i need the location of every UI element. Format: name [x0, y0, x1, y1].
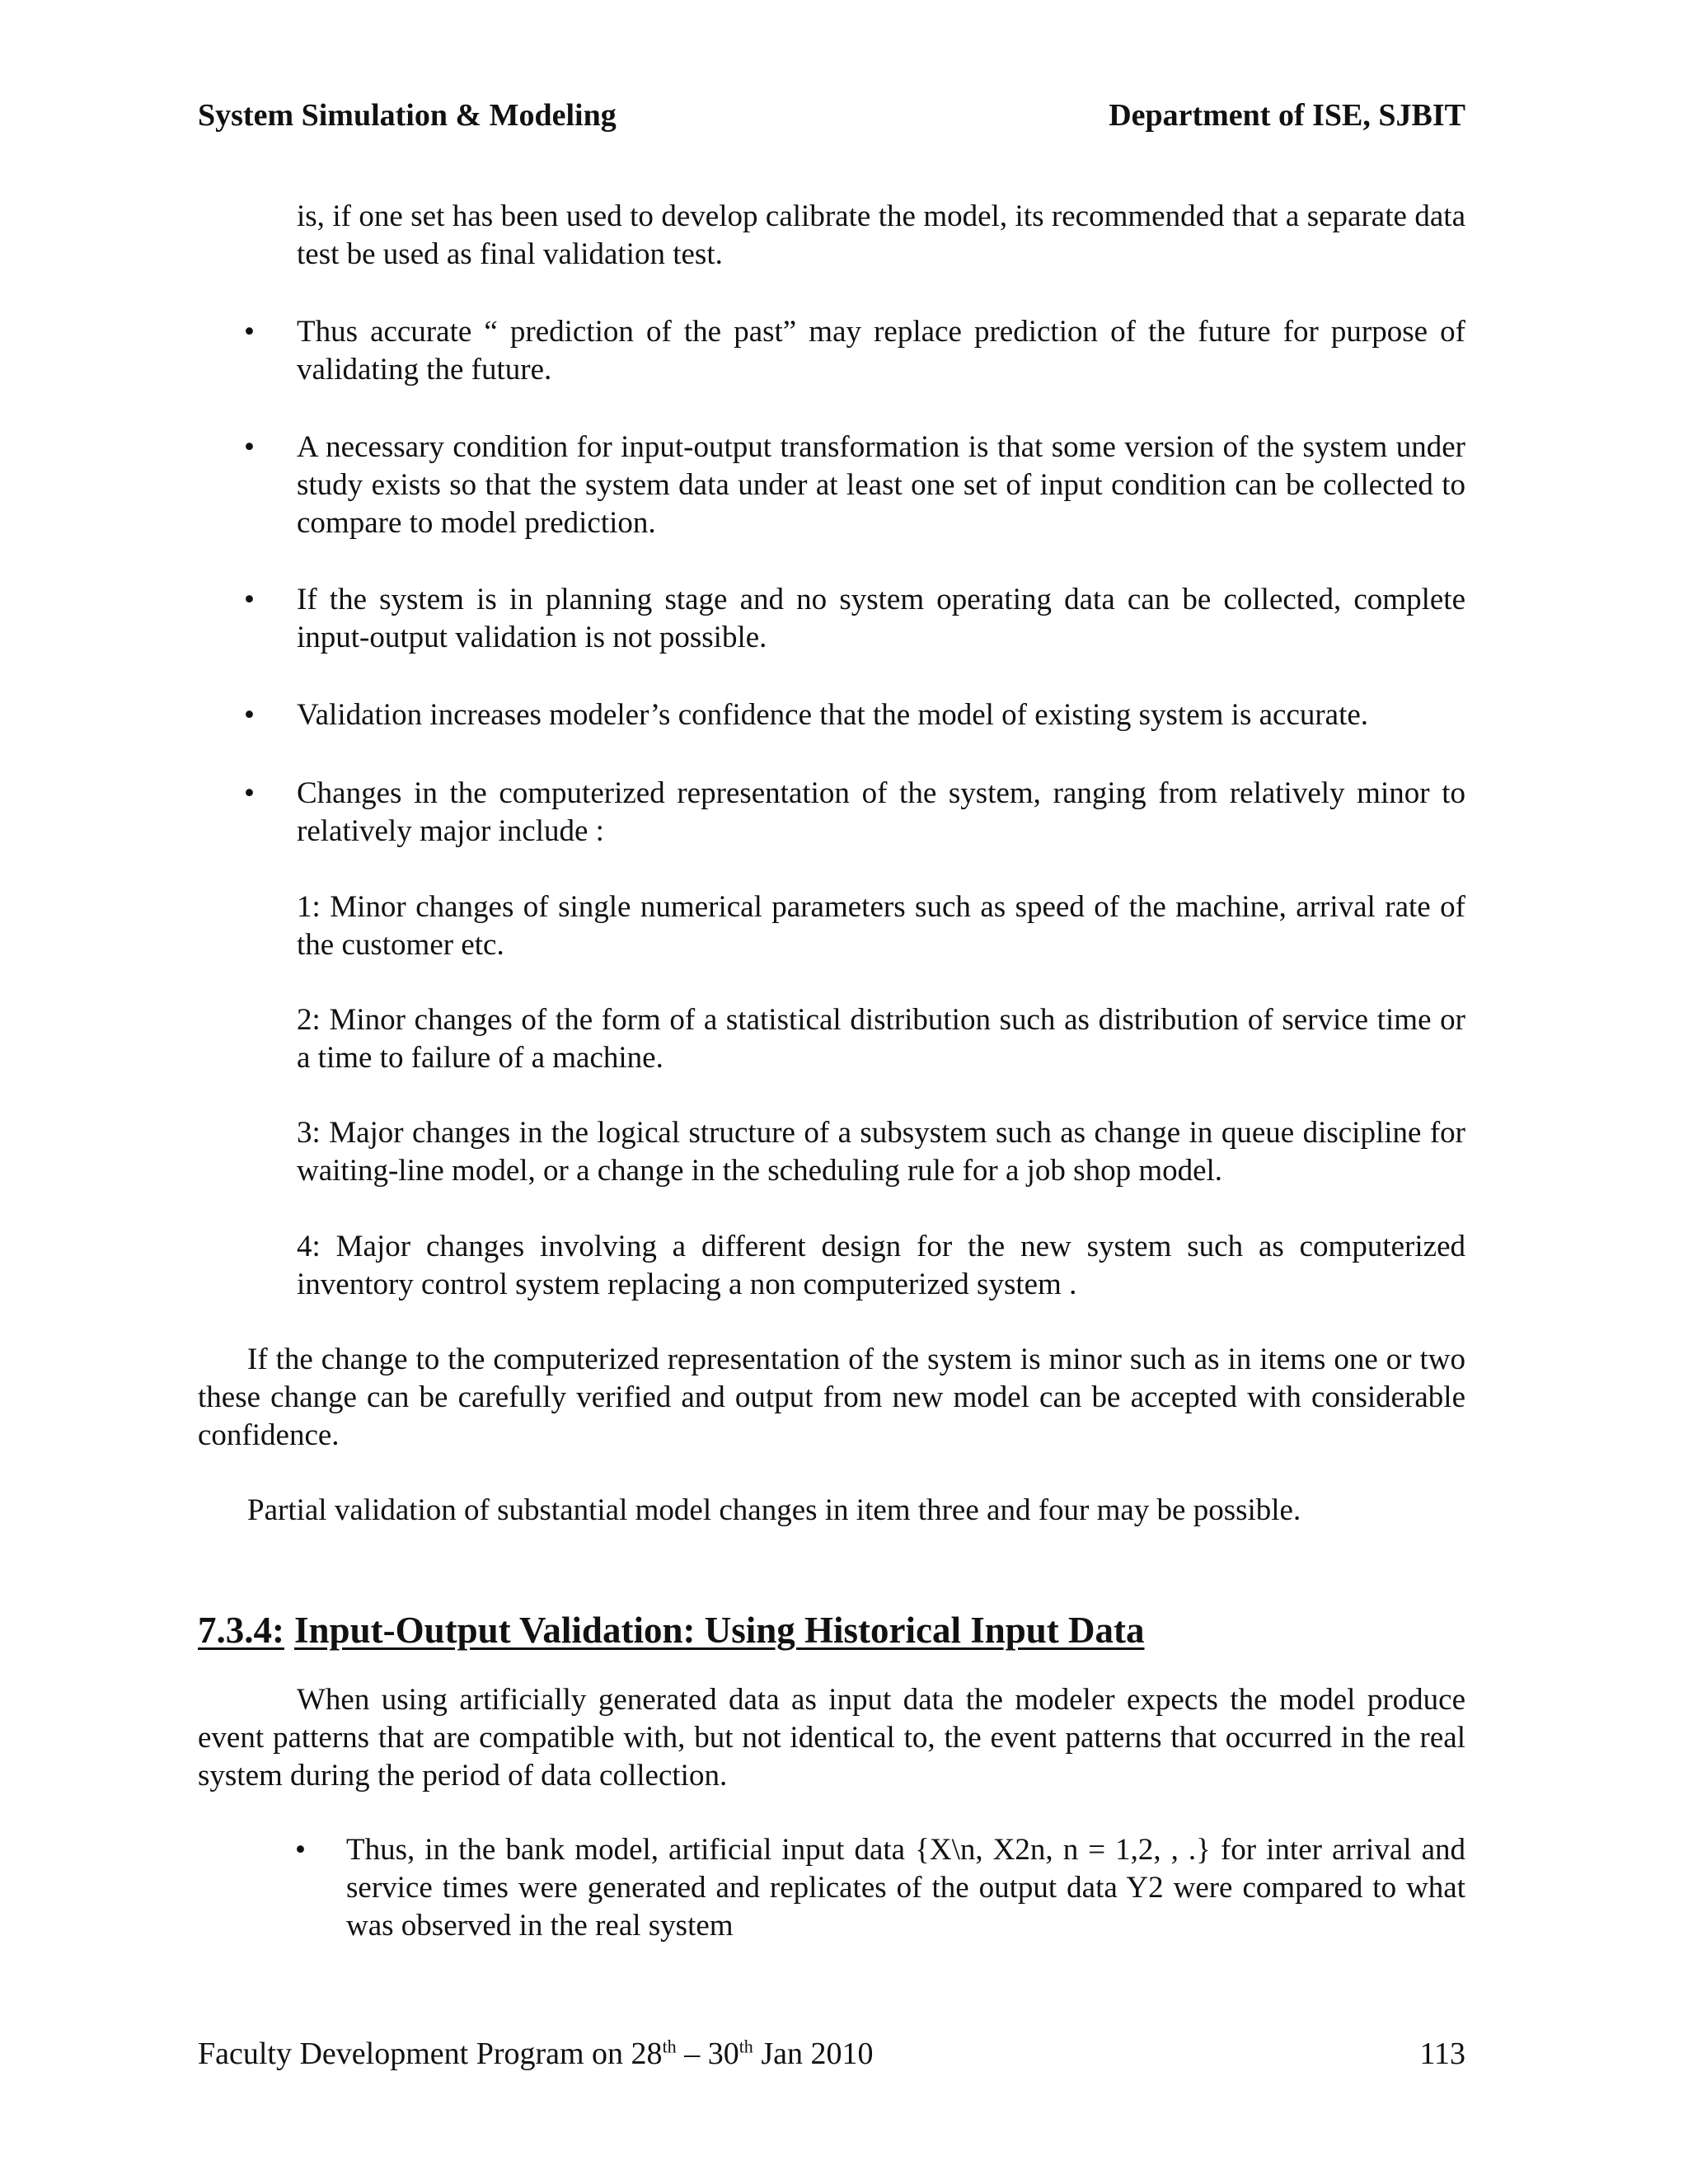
- section-number: 7.3.4:: [198, 1610, 284, 1651]
- header-department: Department of ISE, SJBIT: [1109, 98, 1465, 133]
- bullet-marker: •: [244, 315, 255, 349]
- change-item-1: 1: Minor changes of single numerical parameters such as speed of the machine, arrival rate of the customer etc.: [297, 890, 1465, 962]
- page-footer: [198, 2036, 1465, 2072]
- bullet-item-4: Validation increases modeler’s confidence that the model of existing system is accurate.: [297, 698, 1369, 732]
- bank-model-bullet: Thus, in the bank model, artificial input data {X\n, X2n, n = 1,2, , .} for inter arrival and service times were generated and replicates of the output data Y2 were compared to what was observed in the real system: [346, 1833, 1465, 1943]
- paragraph-minor-change: If the change to the computerized representation of the system is minor such as in items one or two these change can be carefully verified and output from new model can be accepted with considerable confidence.: [198, 1343, 1465, 1452]
- continuation-text: is, if one set has been used to develop calibrate the model, its recommended that a separate data test be used as final validation test.: [297, 199, 1465, 271]
- section-title: Input-Output Validation: Using Historical Input Data: [294, 1610, 1145, 1651]
- page-header: [198, 97, 1465, 138]
- bullet-marker: •: [244, 698, 255, 732]
- section-heading: [198, 1607, 1145, 1653]
- bullet-marker: •: [244, 430, 255, 464]
- header-course-title: System Simulation & Modeling: [198, 98, 617, 133]
- bullet-marker: •: [244, 776, 255, 810]
- change-item-4: 4: Major changes involving a different design for the new system such as computerized inventory control system replacing a non computerized system .: [297, 1230, 1465, 1301]
- bullet-marker: •: [244, 583, 255, 616]
- change-item-2: 2: Minor changes of the form of a statistical distribution such as distribution of service time or a time to failure of a machine.: [297, 1003, 1465, 1075]
- section-intro-paragraph: When using artificially generated data as input data the modeler expects the model produce event patterns that are compatible with, but not identical to, the event patterns that occurred in the real system during the period of data collection.: [198, 1683, 1465, 1793]
- footer-program-text: Faculty Development Program on 28th – 30th Jan 2010: [198, 2036, 874, 2071]
- change-item-3: 3: Major changes in the logical structure of a subsystem such as change in queue discipline for waiting-line model, or a change in the scheduling rule for a job shop model.: [297, 1116, 1465, 1188]
- bullet-item-1: Thus accurate “ prediction of the past” may replace prediction of the future for purpose of validating the future.: [297, 315, 1465, 387]
- bullet-marker: •: [295, 1833, 306, 1867]
- bullet-item-3: If the system is in planning stage and no system operating data can be collected, complete input-output validation is not possible.: [297, 583, 1465, 654]
- page-number: 113: [1419, 2036, 1465, 2071]
- bullet-item-2: A necessary condition for input-output transformation is that some version of the system under study exists so that the system data under at least one set of input condition can be collected to compare to model prediction.: [297, 430, 1465, 540]
- paragraph-partial-validation: Partial validation of substantial model changes in item three and four may be possible.: [247, 1493, 1301, 1527]
- bullet-item-5: Changes in the computerized representation of the system, ranging from relatively minor to relatively major include :: [297, 776, 1465, 848]
